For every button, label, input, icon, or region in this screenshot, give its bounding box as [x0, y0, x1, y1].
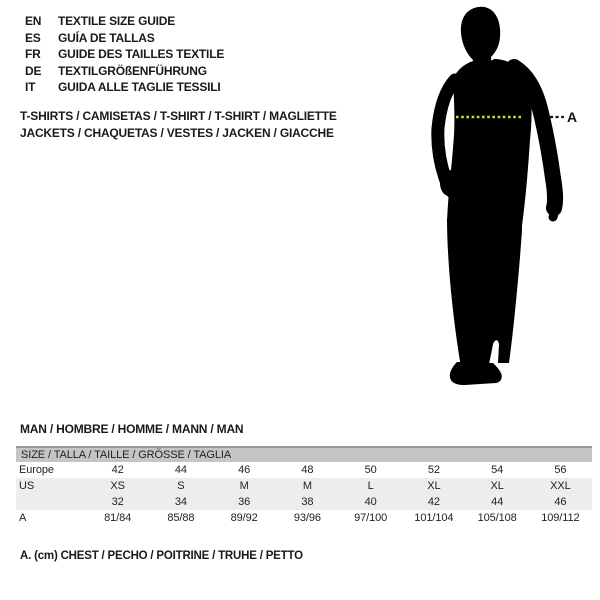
- measurement-footnote: A. (cm) CHEST / PECHO / POITRINE / TRUHE / PETTO: [20, 550, 303, 562]
- table-cell: 46: [554, 496, 567, 508]
- category-line: JACKETS / CHAQUETAS / VESTES / JACKEN / GIACCHE: [20, 126, 334, 140]
- table-cell: M: [302, 480, 312, 492]
- table-cell: XS: [110, 480, 125, 492]
- table-cell: 32: [111, 496, 124, 508]
- language-row: [25, 79, 224, 96]
- language-code: ES: [25, 30, 41, 45]
- table-cell: 44: [491, 496, 504, 508]
- table-cell: 97/100: [354, 512, 388, 524]
- language-code: EN: [25, 14, 42, 29]
- language-list: [25, 13, 224, 96]
- language-label: TEXTILE SIZE GUIDE: [58, 14, 176, 29]
- table-row: [16, 494, 592, 510]
- table-cell: 93/96: [293, 512, 321, 524]
- table-cell: 81/84: [104, 512, 132, 524]
- table-cell: 40: [364, 496, 377, 508]
- table-cell: 44: [174, 464, 187, 476]
- table-cell: XXL: [550, 480, 571, 492]
- table-cell: 42: [111, 464, 124, 476]
- table-cell: 89/92: [230, 512, 258, 524]
- measurement-figure: [410, 0, 600, 400]
- table-cell: 101/104: [414, 512, 454, 524]
- table-cell: 105/108: [477, 512, 517, 524]
- measure-label-a: A: [567, 109, 578, 125]
- table-cell: S: [177, 480, 185, 492]
- language-code: FR: [25, 47, 41, 62]
- category-line: T-SHIRTS / CAMISETAS / T-SHIRT / T-SHIRT / MAGLIETTE: [20, 109, 337, 123]
- language-code: DE: [25, 63, 42, 78]
- table-cell: 42: [427, 496, 440, 508]
- table-cell: XL: [490, 480, 504, 492]
- table-cell: 46: [238, 464, 251, 476]
- table-cell: 50: [364, 464, 377, 476]
- language-row: [25, 63, 224, 80]
- row-label: Europe: [19, 464, 54, 476]
- table-cell: 36: [238, 496, 251, 508]
- table-row: [16, 478, 592, 494]
- table-cell: L: [367, 480, 374, 492]
- table-cell: 38: [301, 496, 314, 508]
- table-cell: M: [239, 480, 249, 492]
- language-row: [25, 13, 224, 30]
- table-cell: 109/112: [541, 512, 580, 524]
- category-list: [20, 108, 337, 142]
- table-row: [16, 462, 592, 478]
- language-label: TEXTILGRÖßENFÜHRUNG: [58, 63, 207, 78]
- size-table-header: SIZE / TALLA / TAILLE / GRÖSSE / TAGLIA: [16, 446, 592, 462]
- language-row: [25, 30, 224, 47]
- table-cell: 52: [427, 464, 440, 476]
- table-cell: XL: [427, 480, 441, 492]
- table-cell: 56: [554, 464, 567, 476]
- row-label: US: [19, 480, 35, 492]
- man-silhouette-icon: [410, 0, 600, 400]
- row-label: A: [19, 512, 27, 524]
- table-cell: 34: [174, 496, 187, 508]
- language-label: GUIDE DES TAILLES TEXTILE: [58, 47, 225, 62]
- table-row: [16, 510, 592, 526]
- language-code: IT: [25, 80, 36, 95]
- size-table: [16, 446, 592, 526]
- table-cell: 85/88: [167, 512, 195, 524]
- language-row: [25, 46, 224, 63]
- size-table-rows: [16, 462, 592, 526]
- table-cell: 48: [301, 464, 314, 476]
- language-label: GUÍA DE TALLAS: [58, 30, 155, 45]
- table-cell: 54: [491, 464, 504, 476]
- section-title-man: MAN / HOMBRE / HOMME / MANN / MAN: [20, 422, 244, 436]
- language-label: GUIDA ALLE TAGLIE TESSILI: [58, 80, 221, 95]
